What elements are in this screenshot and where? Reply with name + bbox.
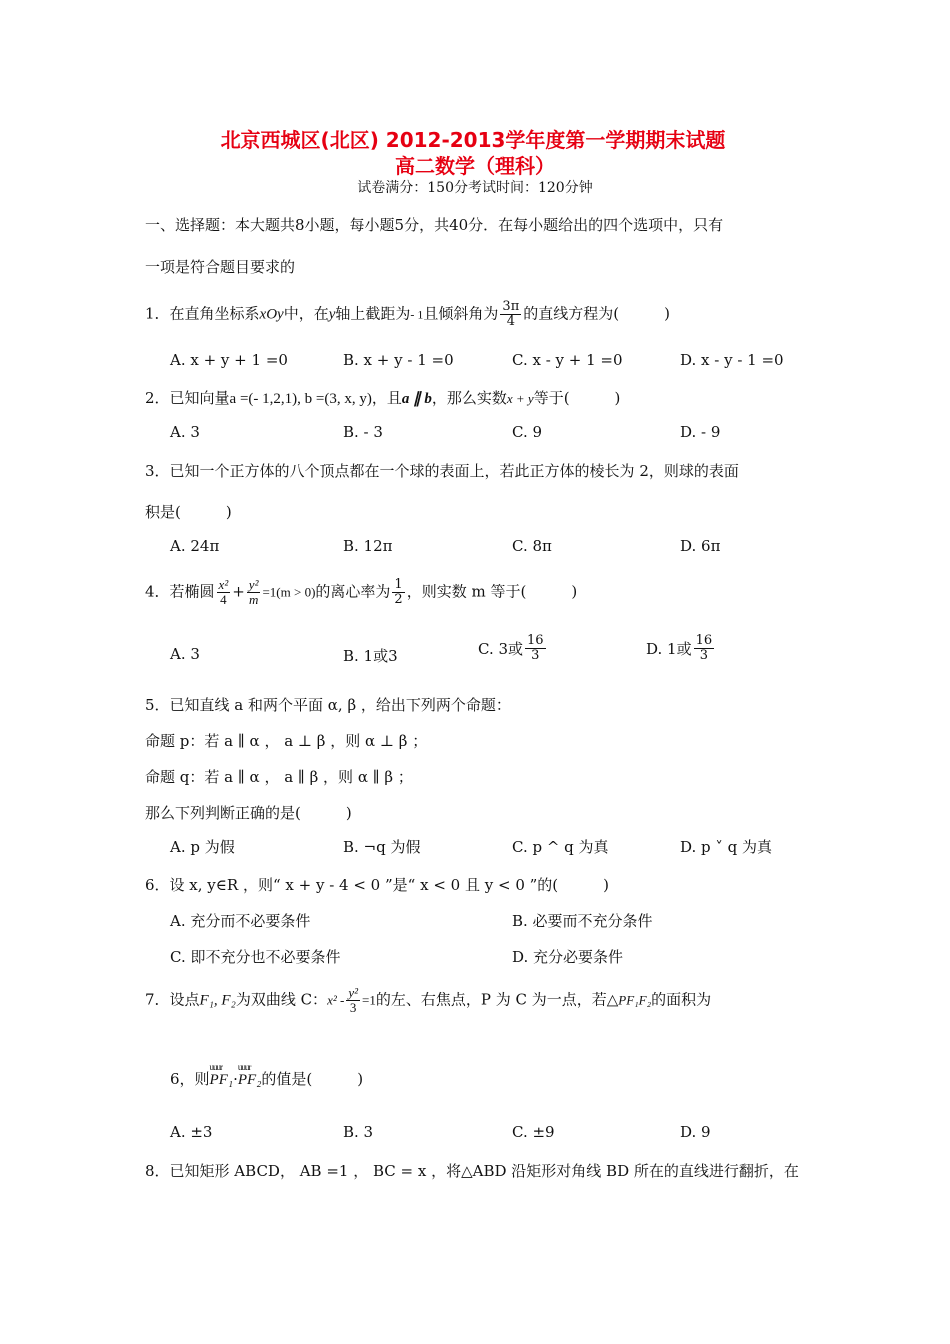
q2-option-b: B. - 3 — [343, 423, 383, 441]
q7-vector-pf2-arrow: uuur — [237, 1062, 251, 1072]
q7-prefix: 7．设点 — [145, 990, 200, 1009]
q5-option-a: A. p 为假 — [170, 838, 235, 856]
q7-eq: =1 — [361, 992, 376, 1008]
q7-vector-pf2-label: PF₂ — [237, 1072, 262, 1088]
q4-option-a: A. 3 — [170, 645, 200, 663]
q6-option-c: C. 即不充分也不必要条件 — [170, 948, 341, 966]
q4-e-den: 2 — [394, 592, 403, 607]
q7-line2-suffix: 的值是( ) — [261, 1070, 364, 1088]
q1-prefix: 1．在直角坐标系 — [145, 304, 260, 323]
q2-option-d: D. - 9 — [680, 423, 721, 441]
q7-option-a: A. ±3 — [170, 1123, 213, 1141]
q7-frac-den: 3 — [349, 1000, 357, 1015]
q4-d-frac-den: 3 — [699, 648, 708, 663]
q1-angle-fraction — [500, 300, 521, 329]
q2-mid2: ，那么实数 — [431, 389, 507, 407]
question-8: 8．已知矩形 ABCD， AB =1 ， BC = x ，将△ABD 沿矩形对角线 BD 所在的直线进行翻折，在 — [145, 1162, 799, 1180]
q5-option-b: B. ¬q 为假 — [343, 838, 421, 856]
q1-frac-num: 3π — [502, 299, 520, 314]
q4-frac-y-den: m — [248, 592, 259, 607]
q7-suffix: 的面积为 — [651, 990, 712, 1009]
question-5-prop-q: 命题 q：若 a ∥ α ， a ∥ β ，则 α ∥ β ； — [145, 768, 413, 786]
q7-fraction — [346, 986, 360, 1015]
q4-frac-x-den: 4 — [220, 592, 227, 607]
q7-vector-pf2 — [237, 1062, 262, 1089]
q3-option-d: D. 6π — [680, 537, 721, 555]
q4-prefix: 4．若椭圆 — [145, 582, 215, 601]
question-6: 6．设 x, y∈R ，则“ x + y - 4 < 0 ”是“ x < 0 且 y < 0 ”的( ) — [145, 876, 609, 894]
q4-condition: =1(m > 0) — [262, 584, 316, 600]
q4-c-frac-den: 3 — [531, 648, 540, 663]
q4-option-b: B. 1或3 — [343, 647, 398, 665]
q1-mid3: 且倾斜角为 — [423, 304, 499, 323]
page-title: 北京西城区(北区) 2012-2013学年度第一学期期末试题 — [220, 128, 726, 152]
question-5-ask: 那么下列判断正确的是( ) — [145, 804, 352, 822]
q1-option-d: D. x - y - 1 =0 — [680, 351, 784, 369]
q7-mid2: 的左、右焦点，P 为 C 为一点，若△ — [375, 990, 619, 1009]
q4-option-d-label: D. 1或 — [646, 640, 692, 658]
q1-y: y — [328, 306, 336, 323]
q1-option-a: A. x + y + 1 =0 — [170, 351, 288, 369]
q2-sum: x + y — [506, 391, 534, 406]
q7-option-b: B. 3 — [343, 1123, 374, 1141]
q2-vectors: a =(- 1,2,1), b =(3, x, y) — [229, 391, 372, 407]
q4-option-c-frac — [525, 634, 546, 663]
q3-option-c: C. 8π — [512, 537, 552, 555]
section-instruction-line1: 一、选择题：本大题共8小题，每小题5分，共40分．在每小题给出的四个选项中，只有 — [145, 216, 724, 234]
question-1 — [145, 300, 670, 329]
q1-suffix: 的直线方程为( ) — [523, 304, 670, 323]
q7-line2-prefix: 6，则 — [170, 1070, 210, 1088]
q4-option-c — [478, 634, 548, 663]
q7-mid1: 为双曲线 C： — [235, 990, 328, 1009]
question-3-line2: 积是( ) — [145, 503, 232, 521]
question-7-line2 — [170, 1062, 364, 1089]
q2-suffix: 等于( ) — [533, 389, 621, 407]
q3-option-a: A. 24π — [170, 537, 220, 555]
q7-vector-pf1-label: PF₁ — [209, 1072, 234, 1088]
q7-triangle: PF₁F₂ — [618, 992, 652, 1008]
q4-d-frac-num: 16 — [695, 633, 713, 648]
q4-frac-y — [247, 578, 261, 607]
q1-option-c: C. x - y + 1 =0 — [512, 351, 623, 369]
q7-vector-pf1 — [209, 1062, 234, 1089]
q7-option-d: D. 9 — [680, 1123, 711, 1141]
q2-parallel: a ∥ b — [401, 391, 432, 407]
question-7 — [145, 986, 711, 1015]
q6-option-a: A. 充分而不必要条件 — [170, 912, 311, 930]
q5-option-c: C. p ^ q 为真 — [512, 838, 609, 856]
q2-option-c: C. 9 — [512, 423, 543, 441]
q2-mid: ，且 — [371, 389, 402, 407]
q4-option-c-label: C. 3或 — [478, 640, 524, 658]
q4-c-frac-num: 16 — [527, 633, 544, 648]
q3-option-b: B. 12π — [343, 537, 393, 555]
q7-vector-pf1-arrow: uuur — [209, 1062, 223, 1072]
q4-e-num: 1 — [394, 577, 403, 592]
question-5-line1: 5．已知直线 a 和两个平面 α, β ，给出下列两个命题： — [145, 696, 511, 714]
question-3-line1: 3．已知一个正方体的八个顶点都在一个球的表面上，若此正方体的棱长为 2，则球的表面 — [145, 462, 739, 480]
q4-frac-y-num: y² — [248, 577, 259, 592]
q1-mid1: 中，在 — [283, 304, 329, 323]
section-instruction-line2: 一项是符合题目要求的 — [145, 258, 296, 276]
question-5-prop-p: 命题 p：若 a ∥ α ， a ⊥ β ，则 α ⊥ β ； — [145, 732, 428, 750]
q7-foci: F₁, F₂ — [199, 992, 236, 1009]
q4-eccentricity — [392, 578, 404, 607]
q1-mid2: 轴上截距为 — [335, 304, 411, 323]
q7-x2: x² - — [327, 992, 345, 1008]
q1-xoy: xOy — [259, 306, 284, 323]
exam-meta: 试卷满分：150分考试时间：120分钟 — [357, 180, 593, 196]
q2-prefix: 2．已知向量 — [145, 389, 230, 407]
q4-mid: 的离心率为 — [315, 582, 391, 601]
q7-dot: · — [233, 1070, 238, 1088]
page-subtitle: 高二数学（理科） — [395, 154, 555, 178]
q4-frac-x-num: x² — [218, 577, 229, 592]
q4-plus: + — [232, 582, 245, 601]
q1-option-b: B. x + y - 1 =0 — [343, 351, 454, 369]
q6-option-d: D. 充分必要条件 — [512, 948, 624, 966]
q5-option-d: D. p ˅ q 为真 — [680, 838, 773, 856]
q4-suffix: ，则实数 m 等于( ) — [406, 582, 578, 601]
q6-option-b: B. 必要而不充分条件 — [512, 912, 653, 930]
q4-option-d-frac — [694, 634, 715, 663]
q7-option-c: C. ±9 — [512, 1123, 555, 1141]
q1-neg1: - 1 — [410, 307, 424, 322]
q2-option-a: A. 3 — [170, 423, 200, 441]
q1-frac-den: 4 — [506, 314, 515, 329]
q4-frac-x — [217, 578, 231, 607]
question-4 — [145, 578, 577, 607]
q4-option-d — [646, 634, 716, 663]
q7-frac-num: y² — [348, 985, 358, 1000]
question-2 — [145, 387, 620, 408]
